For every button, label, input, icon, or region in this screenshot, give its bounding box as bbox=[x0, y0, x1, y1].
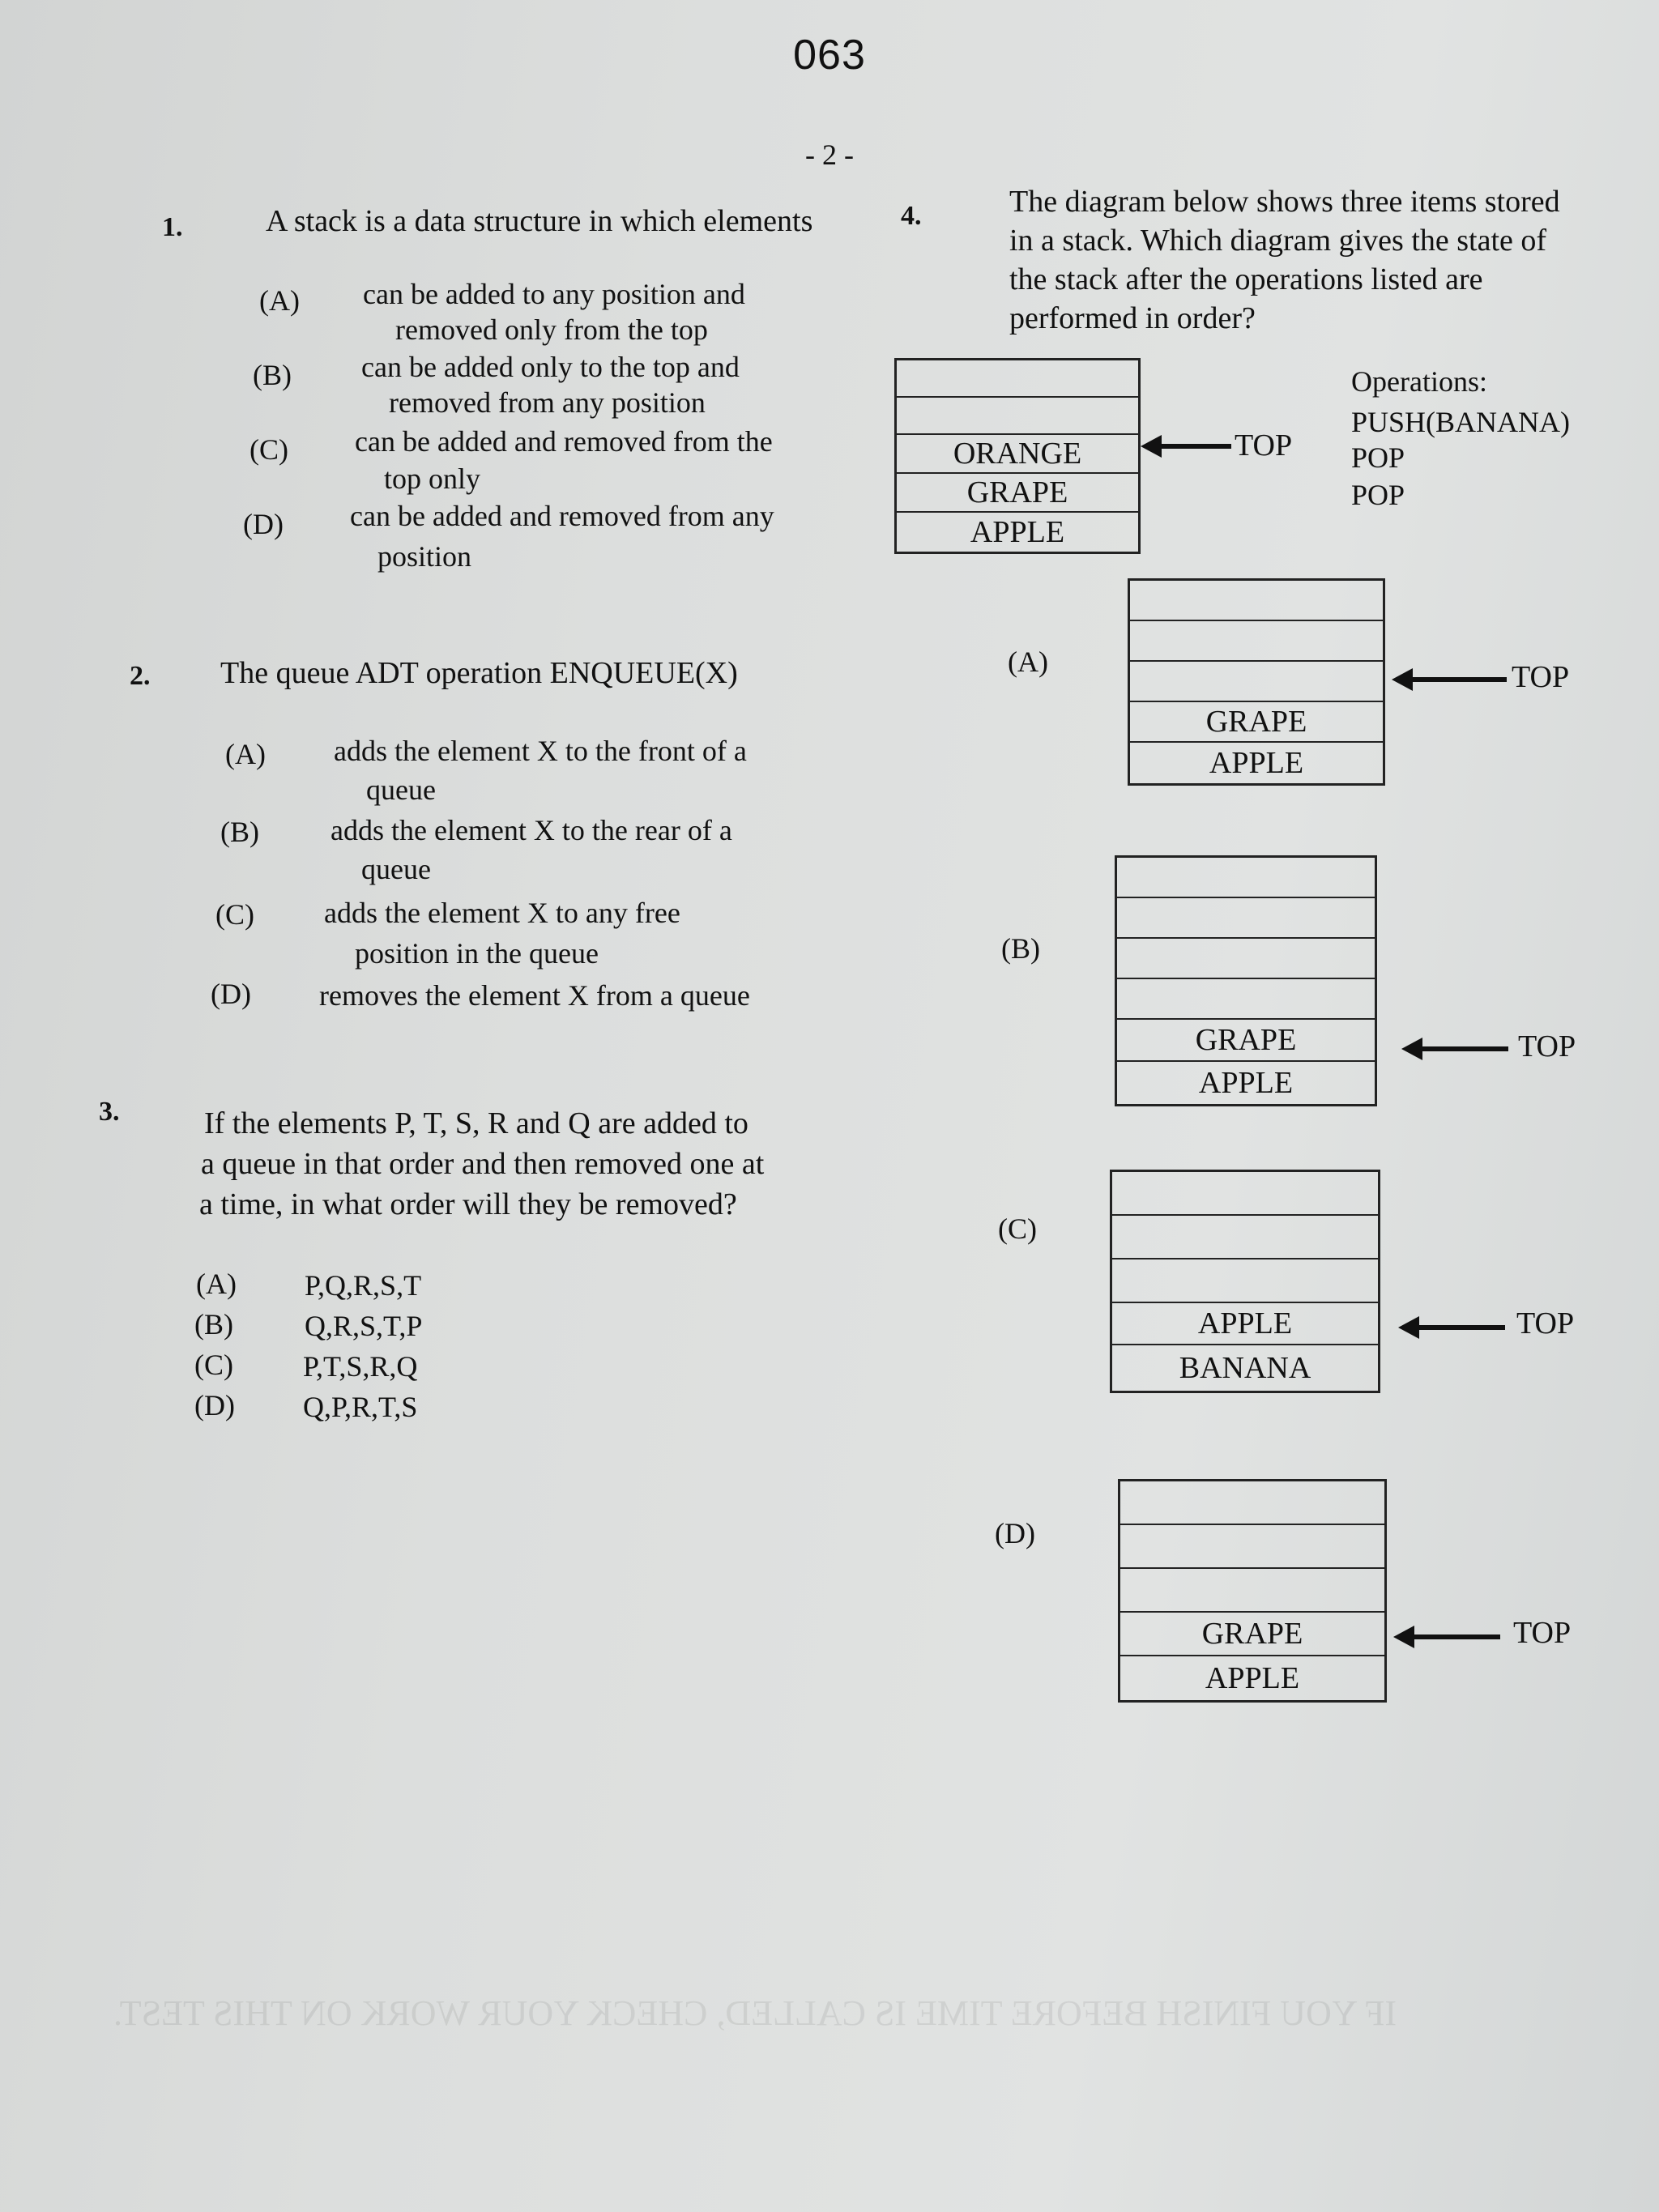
q4-option-c-label: (C) bbox=[998, 1213, 1037, 1245]
top-label: TOP bbox=[1516, 1306, 1575, 1340]
stack-cell bbox=[1112, 1216, 1378, 1259]
q1-option-a-label: (A) bbox=[259, 284, 300, 317]
top-arrow bbox=[1411, 1634, 1500, 1639]
stack-option-b bbox=[1115, 855, 1377, 1106]
q2-option-d-line1: removes the element X from a queue bbox=[319, 979, 750, 1012]
stack-cell-apple: APPLE bbox=[1112, 1303, 1378, 1345]
stack-cell-orange: ORANGE bbox=[897, 435, 1138, 474]
q1-text: A stack is a data structure in which elements bbox=[266, 204, 813, 238]
stack-cell-grape: GRAPE bbox=[897, 474, 1138, 513]
stack-cell-apple: APPLE bbox=[1209, 746, 1304, 780]
q2-option-a-line1: adds the element X to the front of a bbox=[334, 735, 747, 767]
q1-option-b-line1: can be added only to the top and bbox=[361, 351, 740, 383]
stack-cell bbox=[1117, 979, 1375, 1020]
q2-option-a-line2: queue bbox=[366, 774, 436, 806]
initial-stack bbox=[894, 358, 1141, 554]
stack-cell bbox=[1112, 1172, 1378, 1216]
top-label: TOP bbox=[1513, 1616, 1572, 1650]
q2-option-b-line1: adds the element X to the rear of a bbox=[331, 814, 732, 846]
q3-number: 3. bbox=[99, 1097, 120, 1127]
q2-option-d-label: (D) bbox=[211, 978, 251, 1010]
q4-line4: performed in order? bbox=[1009, 301, 1256, 335]
q3-option-a-label: (A) bbox=[196, 1268, 237, 1300]
stack-cell bbox=[1130, 581, 1383, 621]
q1-option-c-line1: can be added and removed from the bbox=[355, 425, 773, 458]
stack-cell-apple: APPLE bbox=[1205, 1661, 1300, 1695]
top-label: TOP bbox=[1235, 428, 1293, 462]
stack-cell-grape: GRAPE bbox=[1130, 702, 1383, 743]
q3-line2: a queue in that order and then removed one at bbox=[201, 1147, 765, 1181]
stack-cell-grape: GRAPE bbox=[1120, 1613, 1384, 1656]
q4-line2: in a stack. Which diagram gives the state of bbox=[1009, 224, 1547, 258]
q2-option-b-label: (B) bbox=[220, 816, 259, 848]
top-arrow bbox=[1419, 1046, 1508, 1051]
top-label: TOP bbox=[1512, 660, 1570, 694]
stack-cell-apple: APPLE bbox=[970, 515, 1065, 549]
stack-cell-apple: APPLE bbox=[1198, 1066, 1294, 1100]
operation-pop: POP bbox=[1351, 479, 1405, 511]
q2-option-c-line1: adds the element X to any free bbox=[324, 897, 680, 929]
stack-cell-banana: BANANA bbox=[1179, 1351, 1311, 1385]
q2-number: 2. bbox=[130, 661, 151, 691]
stack-cell bbox=[1120, 1481, 1384, 1525]
top-arrow bbox=[1158, 444, 1231, 449]
stack-cell bbox=[1112, 1259, 1378, 1303]
q1-number: 1. bbox=[162, 212, 183, 242]
exam-code: 063 bbox=[793, 32, 866, 79]
stack-cell bbox=[1117, 858, 1375, 898]
stack-cell bbox=[1117, 898, 1375, 939]
top-label: TOP bbox=[1518, 1029, 1576, 1063]
stack-cell bbox=[1120, 1569, 1384, 1613]
operation-push: PUSH(BANANA) bbox=[1351, 406, 1571, 438]
operations-title: Operations: bbox=[1351, 365, 1487, 398]
q1-option-a-line1: can be added to any position and bbox=[363, 278, 745, 310]
q3-option-c-label: (C) bbox=[194, 1349, 233, 1381]
q2-text: The queue ADT operation ENQUEUE(X) bbox=[220, 656, 738, 690]
q1-option-d-label: (D) bbox=[243, 508, 284, 540]
top-arrow bbox=[1410, 677, 1507, 682]
q3-line3: a time, in what order will they be removed? bbox=[199, 1187, 737, 1221]
q4-number: 4. bbox=[901, 201, 922, 231]
q4-option-b-label: (B) bbox=[1001, 932, 1040, 965]
q3-line1: If the elements P, T, S, R and Q are added to bbox=[204, 1106, 748, 1140]
q1-option-d-line2: position bbox=[377, 540, 472, 573]
stack-cell-grape: GRAPE bbox=[1117, 1020, 1375, 1062]
stack-cell bbox=[897, 398, 1138, 435]
q2-option-a-label: (A) bbox=[225, 738, 266, 770]
stack-option-c bbox=[1110, 1170, 1380, 1393]
q4-line3: the stack after the operations listed are bbox=[1009, 262, 1483, 296]
stack-option-d bbox=[1118, 1479, 1387, 1703]
q3-option-b-text: Q,R,S,T,P bbox=[305, 1310, 423, 1342]
q2-option-b-line2: queue bbox=[361, 853, 431, 885]
operation-pop: POP bbox=[1351, 441, 1405, 474]
stack-cell bbox=[1117, 939, 1375, 979]
q1-option-d-line1: can be added and removed from any bbox=[350, 500, 774, 532]
stack-cell bbox=[1130, 621, 1383, 662]
q4-option-a-label: (A) bbox=[1008, 646, 1048, 678]
q4-option-d-label: (D) bbox=[995, 1517, 1035, 1549]
q3-option-d-text: Q,P,R,T,S bbox=[303, 1391, 418, 1423]
stack-cell bbox=[1130, 662, 1383, 702]
q1-option-b-line2: removed from any position bbox=[389, 386, 706, 419]
q3-option-d-label: (D) bbox=[194, 1389, 235, 1421]
q4-line1: The diagram below shows three items stored bbox=[1009, 185, 1560, 219]
show-through-text: IF YOU FINISH BEFORE TIME IS CALLED, CHECK YOUR WORK ON THIS TEST. bbox=[113, 1993, 1397, 2033]
stack-cell bbox=[897, 360, 1138, 398]
stack-cell bbox=[1120, 1525, 1384, 1569]
page-number: - 2 - bbox=[805, 139, 854, 171]
q2-option-c-label: (C) bbox=[215, 898, 254, 931]
q1-option-c-label: (C) bbox=[249, 433, 288, 466]
q3-option-b-label: (B) bbox=[194, 1308, 233, 1340]
q1-option-b-label: (B) bbox=[253, 359, 292, 391]
top-arrow bbox=[1416, 1325, 1505, 1330]
q1-option-c-line2: top only bbox=[384, 462, 481, 495]
q2-option-c-line2: position in the queue bbox=[355, 937, 599, 970]
q3-option-c-text: P,T,S,R,Q bbox=[303, 1350, 418, 1383]
q3-option-a-text: P,Q,R,S,T bbox=[305, 1269, 422, 1302]
q1-option-a-line2: removed only from the top bbox=[395, 313, 708, 346]
stack-option-a bbox=[1128, 578, 1385, 786]
